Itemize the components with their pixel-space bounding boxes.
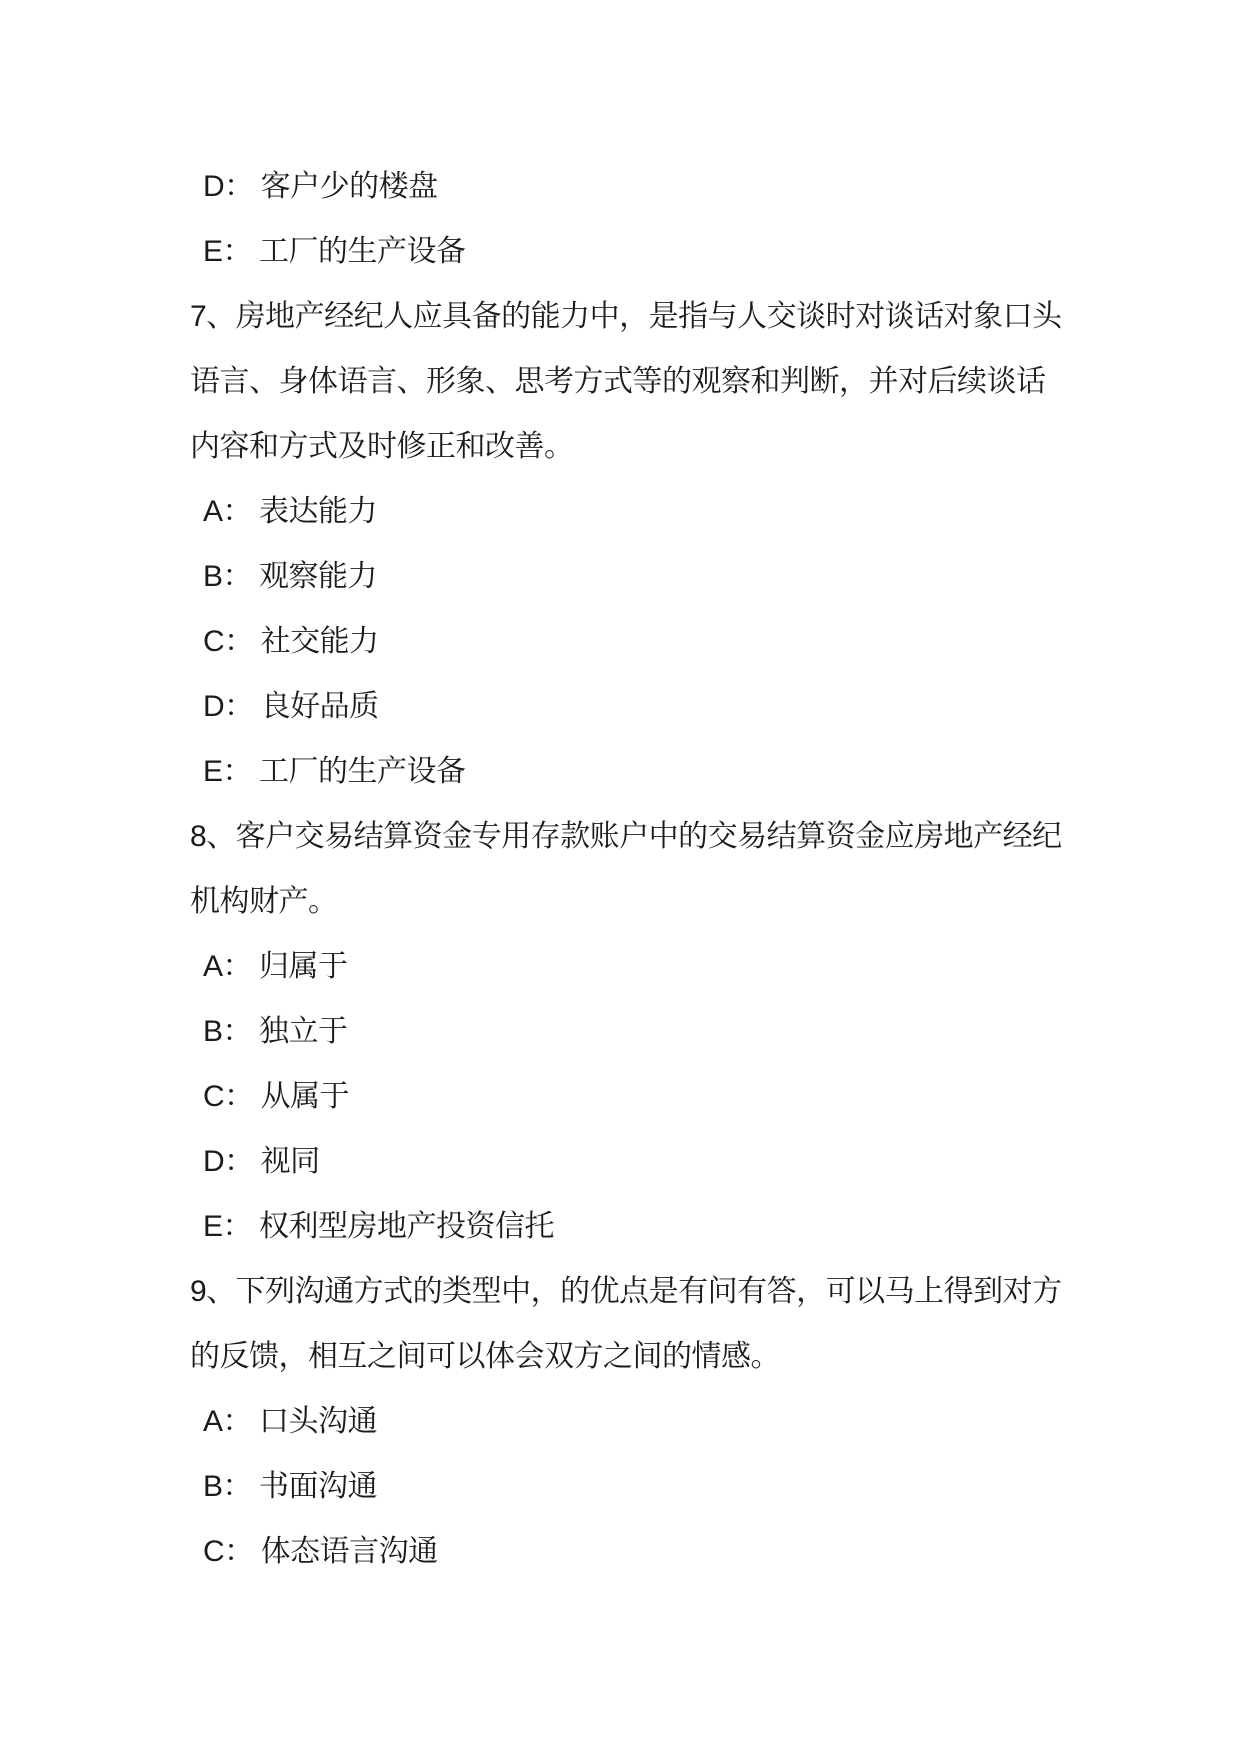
option-label: D： <box>203 169 254 203</box>
option-text: 体态语言沟通 <box>260 1534 438 1568</box>
question-7-option-d <box>0 670 1240 735</box>
question-8-option-e <box>0 1190 1240 1255</box>
option-text: 权利型房地产投资信托 <box>259 1209 555 1243</box>
option-label: A： <box>203 494 253 528</box>
option-text: 社交能力 <box>260 624 379 658</box>
question-9-stem-line-2: 的反馈，相互之间可以体会双方之间的情感。 <box>190 1339 780 1373</box>
question-9-option-c <box>0 1515 1240 1580</box>
option-label: E： <box>203 234 253 268</box>
option-text: 良好品质 <box>260 689 379 723</box>
question-7-stem-line-1: 7、房地产经纪人应具备的能力中，是指与人交谈时对谈话对象口头 <box>190 299 1062 333</box>
option-label: E： <box>203 1209 253 1243</box>
option-label: B： <box>203 559 253 593</box>
option-text: 视同 <box>260 1144 320 1178</box>
option-label: B： <box>203 1469 253 1503</box>
option-label: C： <box>203 1534 254 1568</box>
option-text: 客户少的楼盘 <box>260 169 438 203</box>
option-text: 表达能力 <box>259 494 378 528</box>
option-text: 工厂的生产设备 <box>259 234 466 268</box>
option-label: D： <box>203 1144 254 1178</box>
option-label: D： <box>203 689 254 723</box>
option-text: 书面沟通 <box>259 1469 378 1503</box>
option-text: 口头沟通 <box>259 1404 378 1438</box>
question-8-option-a <box>0 930 1240 995</box>
option-label: B： <box>203 1014 253 1048</box>
option-label: C： <box>203 624 254 658</box>
question-8-stem-line-1: 8、客户交易结算资金专用存款账户中的交易结算资金应房地产经纪 <box>190 819 1062 853</box>
question-7-option-c <box>0 605 1240 670</box>
question-8-option-d <box>0 1125 1240 1190</box>
question-7-stem-line-3: 内容和方式及时修正和改善。 <box>190 429 574 463</box>
question-8-stem-line-2: 机构财产。 <box>190 884 338 918</box>
option-text: 工厂的生产设备 <box>259 754 466 788</box>
carryover-option-e <box>0 215 1240 280</box>
question-7-stem-line-2: 语言、身体语言、形象、思考方式等的观察和判断，并对后续谈话 <box>190 364 1046 398</box>
option-label: E： <box>203 754 253 788</box>
question-9-stem-line-1: 9、下列沟通方式的类型中，的优点是有问有答，可以马上得到对方 <box>190 1274 1062 1308</box>
option-label: A： <box>203 1404 253 1438</box>
question-9-option-b <box>0 1450 1240 1515</box>
option-label: C： <box>203 1079 254 1113</box>
option-label: A： <box>203 949 253 983</box>
question-9-option-a <box>0 1385 1240 1450</box>
option-text: 独立于 <box>259 1014 348 1048</box>
question-7-option-b <box>0 540 1240 605</box>
question-8-option-b <box>0 995 1240 1060</box>
question-7-option-e <box>0 735 1240 800</box>
option-text: 归属于 <box>259 949 348 983</box>
option-text: 从属于 <box>260 1079 350 1113</box>
question-7-option-a <box>0 475 1240 540</box>
option-text: 观察能力 <box>259 559 378 593</box>
carryover-option-d <box>0 150 1240 215</box>
question-8-option-c <box>0 1060 1240 1125</box>
